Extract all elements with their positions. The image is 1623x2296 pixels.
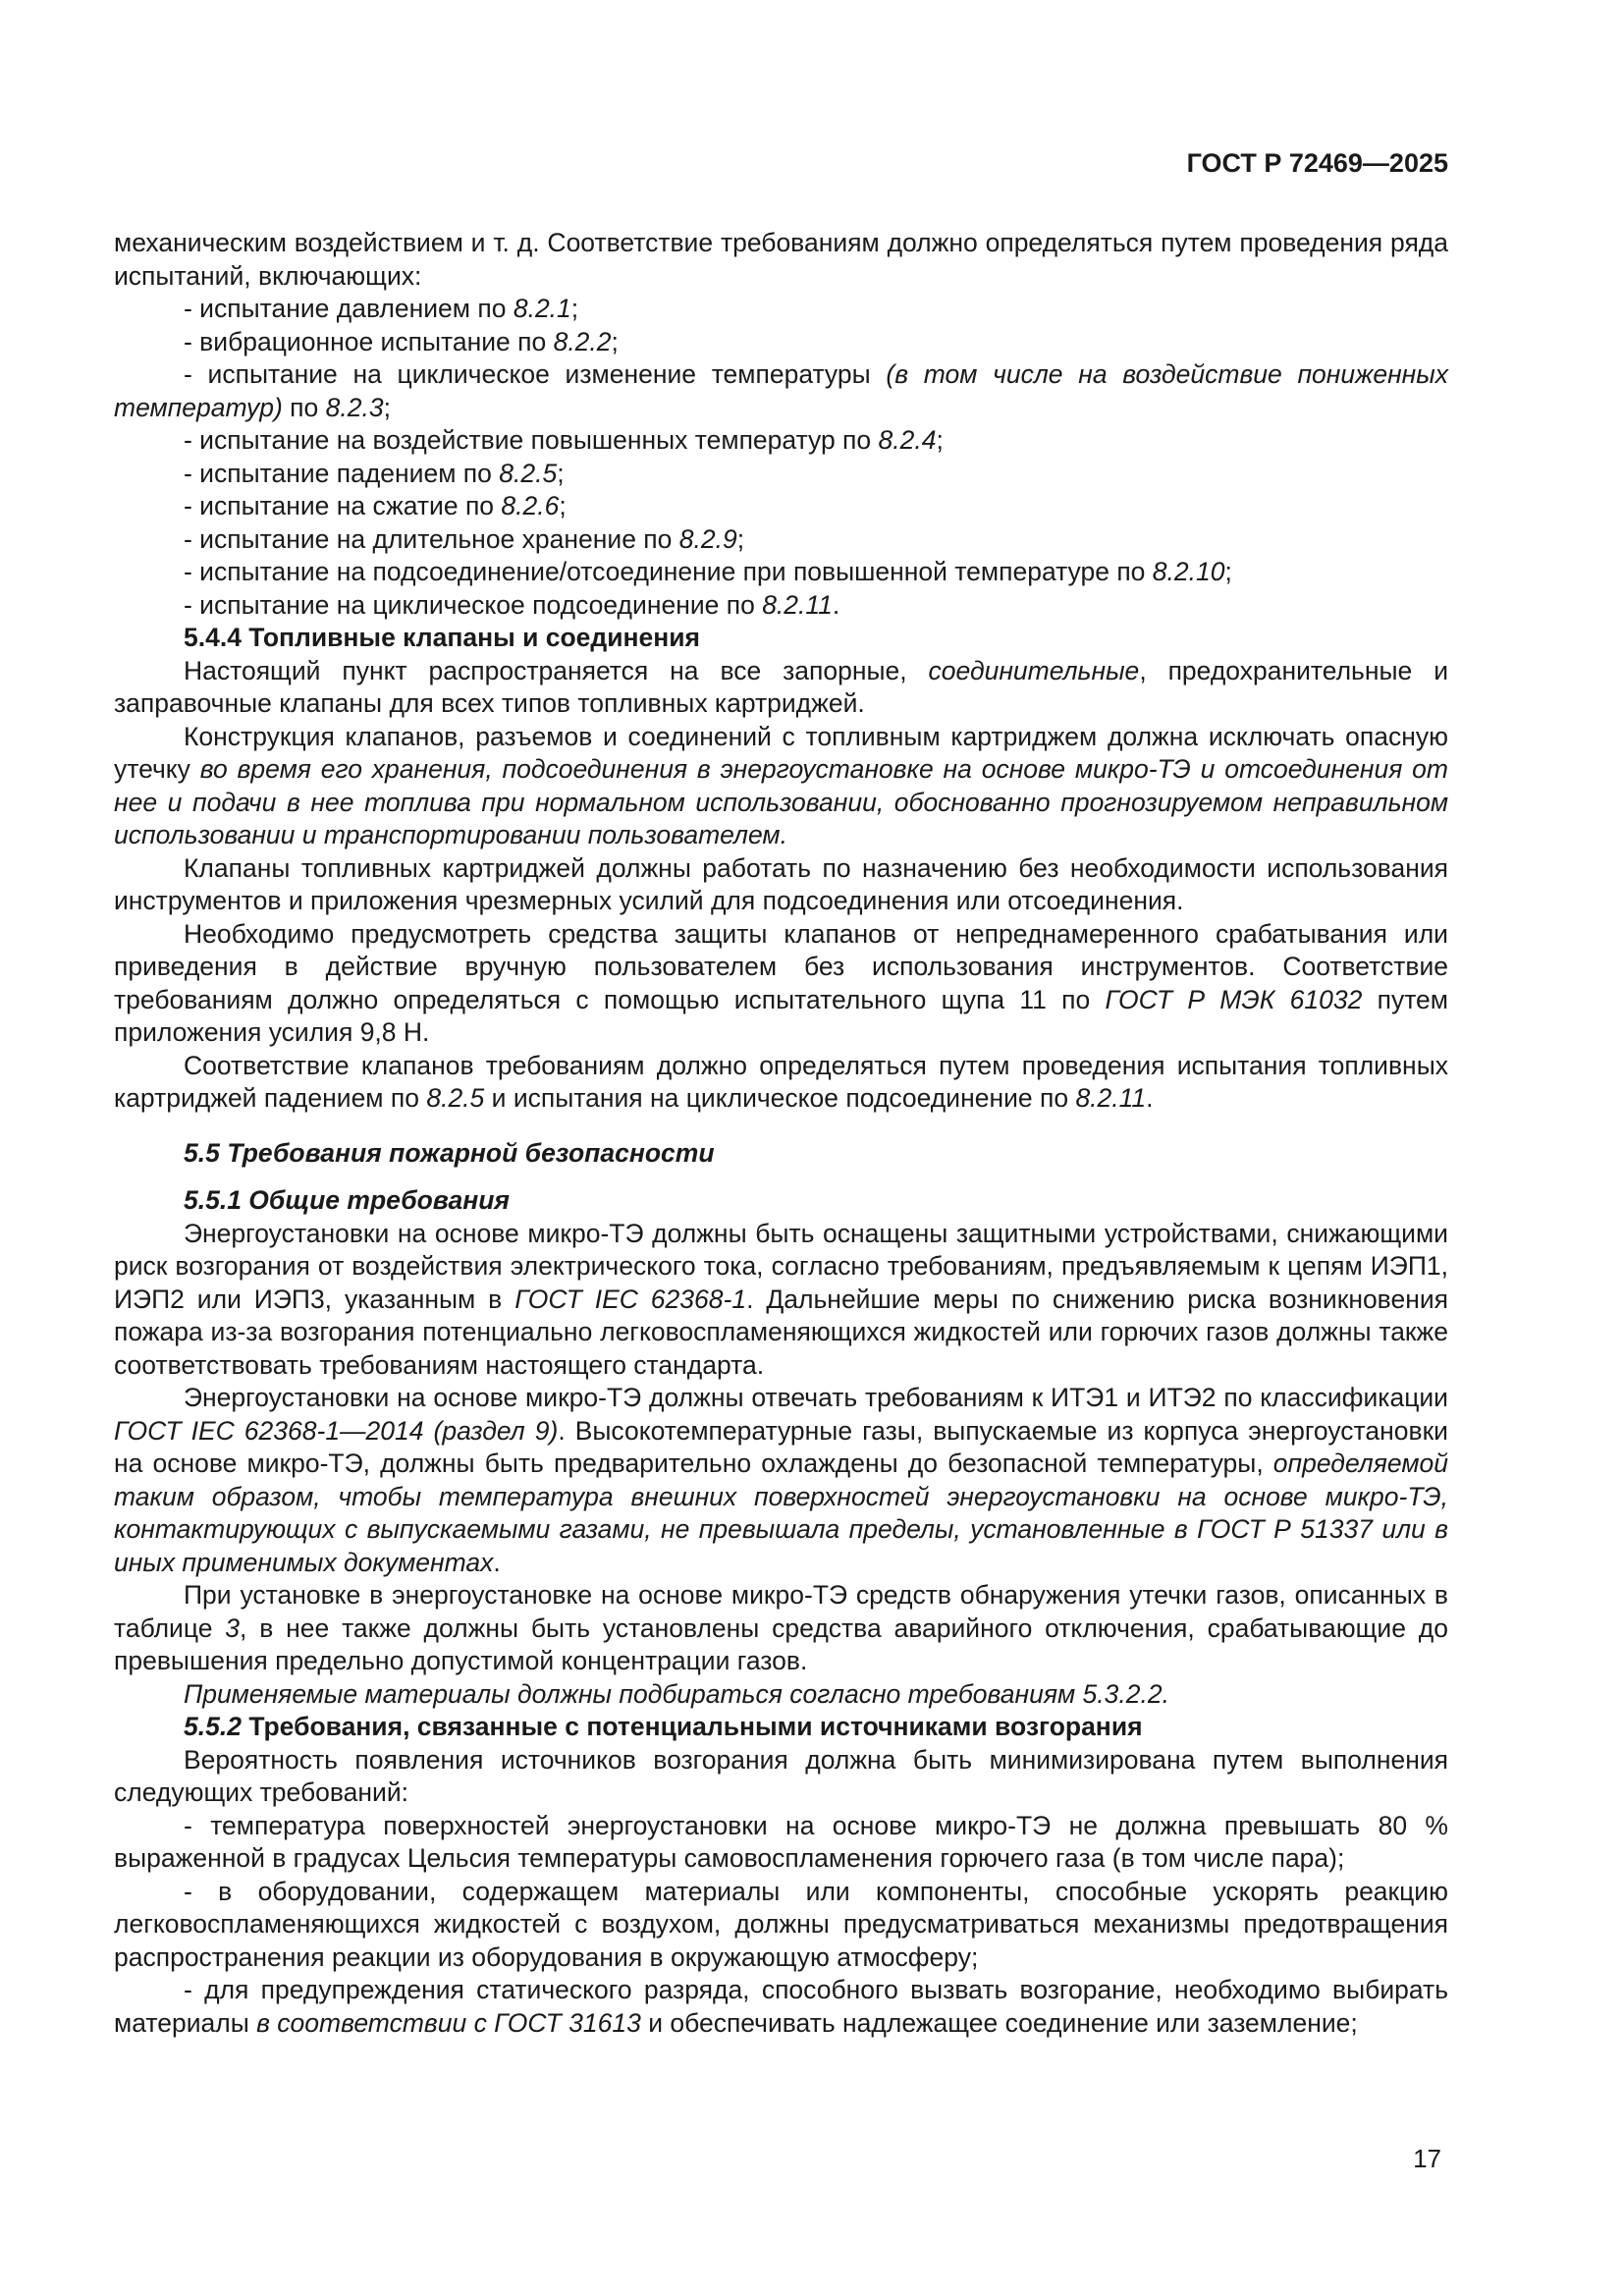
- list-item: - испытание на подсоединение/отсоединение при повышенной температуре по 8.2.10;: [184, 557, 1232, 586]
- paragraph-materials: Применяемые материалы должны подбираться согласно требованиям 5.3.2.2.: [184, 1678, 1169, 1709]
- tests-list: [114, 293, 1448, 622]
- paragraph: Энергоустановки на основе микро-ТЭ должны отвечать требованиям к ИТЭ1 и ИТЭ2 по классификации ГОСТ IEC 62368-1—2014 (раздел 9). Высокотемпературные газы, выпускаемые из корпуса энергоустановки на основе микро-ТЭ, должны быть предварительно охлаждены до безопасной температуры, определяемой таким образом, чтобы температура внешних поверхностей энергоустановки на основе микро-ТЭ, контактирующих с выпускаемыми газами, не превышала пределы, установленные в ГОСТ Р 51337 или в иных применимых документах.: [114, 1383, 1448, 1577]
- section-heading-5-5: 5.5 Требования пожарной безопасности: [184, 1137, 715, 1168]
- paragraph: Клапаны топливных картриджей должны работать по назначению без необходимости использования инструментов и приложения чрезмерных усилий для подсоединения или отсоединения.: [114, 852, 1448, 915]
- clause-reference: 8.2.2: [553, 326, 612, 356]
- clause-reference: 8.2.5: [499, 458, 558, 488]
- paragraph: Конструкция клапанов, разъемов и соединений с топливным картриджем должна исключать опасную утечку во время его хранения, подсоединения в энергоустановке на основе микро-ТЭ и отсоединения от нее и подачи в нее топлива при нормальном использовании, обоснованно прогнозируемом неправильном использовании и транспортировании пользователем.: [114, 721, 1448, 849]
- document-code-header: ГОСТ Р 72469—2025: [1186, 148, 1448, 178]
- paragraph-continuation: механическим воздействием и т. д. Соответствие требованиям должно определяться путем проведения ряда испытаний, включающих:: [114, 228, 1448, 291]
- paragraph: Необходимо предусмотреть средства защиты клапанов от непреднамеренного срабатывания или приведения в действие вручную пользователем без использования инструментов. Соответствие требованиям должно определяться с помощью испытательного щупа 11 по ГОСТ Р МЭК 61032 путем приложения усилия 9,8 Н.: [114, 918, 1448, 1047]
- page-number: 17: [1413, 2144, 1441, 2173]
- clause-reference: 8.2.10: [1152, 557, 1225, 586]
- clause-reference: 8.2.11: [762, 589, 833, 620]
- clause-reference: 8.2.6: [501, 491, 560, 520]
- list-item: - испытание на циклическое изменение температуры (в том числе на воздействие пониженных температур) по 8.2.3;: [114, 359, 1448, 422]
- paragraph: Вероятность появления источников возгорания должна быть минимизирована путем выполнения следующих требований:: [114, 1744, 1448, 1807]
- section-heading-5-5-2: 5.5.2 Требования, связанные с потенциальными источниками возгорания: [184, 1712, 1143, 1741]
- clause-reference: 8.2.9: [678, 523, 737, 554]
- paragraph: При установке в энергоустановке на основе микро-ТЭ средств обнаружения утечки газов, описанных в таблице 3, в нее также должны быть установлены средства аварийного отключения, срабатывающие до превышения предельно допустимой концентрации газов.: [114, 1580, 1448, 1675]
- requirement-item: - для предупреждения статического разряда, способного вызвать возгорание, необходимо выбирать материалы в соответствии с ГОСТ 31613 и обеспечивать надлежащее соединение или заземление;: [114, 1975, 1448, 2038]
- list-item: - испытание на воздействие повышенных температур по 8.2.4;: [184, 425, 944, 455]
- clause-reference: 8.2.1: [513, 294, 571, 323]
- list-item: - испытание на циклическое подсоединение по 8.2.11.: [184, 589, 840, 620]
- section-heading-5-5-1: 5.5.1 Общие требования: [184, 1185, 510, 1215]
- paragraph: Энергоустановки на основе микро-ТЭ должны быть оснащены защитными устройствами, снижающими риск возгорания от воздействия электрического тока, согласно требованиям, предъявляемым к цепям ИЭП1, ИЭП2 или ИЭП3, указанным в ГОСТ IEC 62368-1. Дальнейшие меры по снижению риска возникновения пожара из-за возгорания потенциально легковоспламеняющихся жидкостей или горючих газов должны также соответствовать требованиям настоящего стандарта.: [114, 1218, 1448, 1380]
- paragraph: Соответствие клапанов требованиям должно определяться путем проведения испытания топливных картриджей падением по 8.2.5 и испытания на циклическое подсоединение по 8.2.11.: [114, 1050, 1448, 1113]
- paragraph: Настоящий пункт распространяется на все запорные, соединительные, предохранительные и заправочные клапаны для всех типов топливных картриджей.: [114, 655, 1448, 718]
- clause-reference: 8.2.3: [325, 392, 384, 422]
- clause-reference: 8.2.11: [1075, 1083, 1147, 1113]
- list-item: - вибрационное испытание по 8.2.2;: [184, 326, 619, 356]
- requirement-item: - в оборудовании, содержащем материалы или компоненты, способные ускорять реакцию легковоспламеняющихся жидкостей с воздухом, должны предусматриваться механизмы предотвращения распространения реакции из оборудования в окружающую атмосферу;: [114, 1876, 1448, 1972]
- list-item: - испытание падением по 8.2.5;: [184, 458, 565, 488]
- clause-reference: 8.2.5: [426, 1083, 485, 1113]
- requirement-item: - температура поверхностей энергоустановки на основе микро-ТЭ не должна превышать 80 % выраженной в градусах Цельсия температуры самовоспламенения горючего газа (в том числе пара);: [114, 1810, 1448, 1873]
- list-item: - испытание давлением по 8.2.1;: [184, 294, 579, 323]
- standard-reference: в соответствии с ГОСТ 31613: [256, 2007, 641, 2038]
- standard-reference: ГОСТ IEC 62368-1: [514, 1284, 747, 1314]
- standard-reference: ГОСТ Р МЭК 61032: [1105, 984, 1363, 1014]
- section-heading-5-4-4: 5.4.4 Топливные клапаны и соединения: [184, 623, 701, 652]
- standard-reference: ГОСТ IEC 62368-1—2014 (раздел 9): [114, 1415, 559, 1446]
- list-item: - испытание на длительное хранение по 8.2.9;: [184, 523, 745, 554]
- document-body: [114, 227, 1448, 2040]
- clause-reference: 8.2.4: [878, 425, 937, 455]
- list-item: - испытание на сжатие по 8.2.6;: [184, 491, 567, 520]
